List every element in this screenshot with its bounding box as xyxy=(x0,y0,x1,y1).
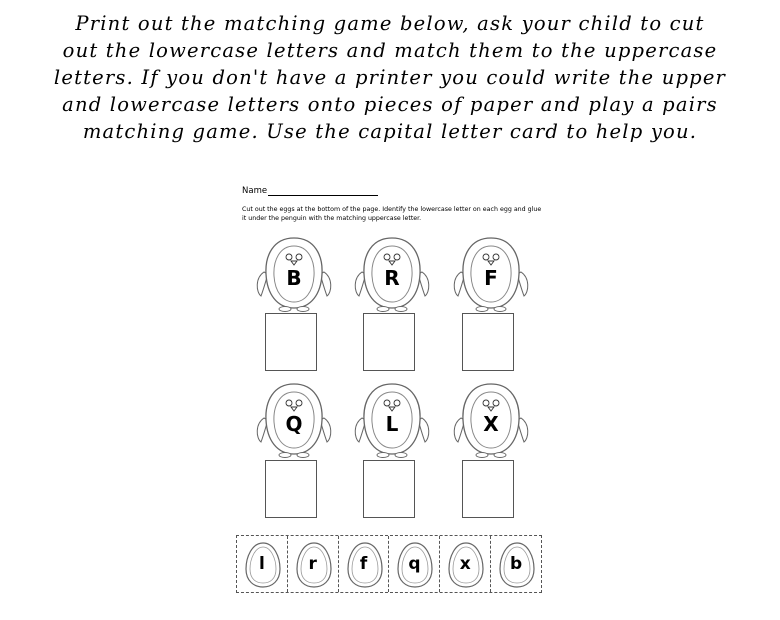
instructions-line: and lowercase letters onto pieces of paper and play a pairs xyxy=(62,93,718,116)
answer-box-x xyxy=(462,460,514,518)
egg-cutout xyxy=(339,536,390,592)
uppercase-letter: F xyxy=(484,266,498,290)
instructions-line: Print out the matching game below, ask your child to cut xyxy=(75,12,705,35)
penguin-f xyxy=(452,234,530,314)
lowercase-letter: r xyxy=(308,554,317,574)
egg-cutout xyxy=(440,536,491,592)
egg-cutout xyxy=(491,536,541,592)
name-field xyxy=(242,186,378,196)
uppercase-letter: L xyxy=(385,412,399,436)
instructions-text xyxy=(0,10,780,145)
penguin-q xyxy=(255,380,333,460)
egg-cutout-strip xyxy=(236,535,542,593)
uppercase-letter: B xyxy=(286,266,302,290)
answer-box-r xyxy=(363,313,415,371)
instructions-line: matching game. Use the capital letter card to help you. xyxy=(82,120,698,143)
name-label: Name xyxy=(242,186,268,196)
answer-box-f xyxy=(462,313,514,371)
worksheet xyxy=(236,183,546,603)
egg-cutout xyxy=(237,536,288,592)
instructions-line: letters. If you don't have a printer you could write the upper xyxy=(53,66,727,89)
lowercase-letter: x xyxy=(459,554,471,574)
lowercase-letter: f xyxy=(359,554,368,574)
uppercase-letter: R xyxy=(384,266,400,290)
penguin-x xyxy=(452,380,530,460)
lowercase-letter: q xyxy=(408,554,421,574)
lowercase-letter: b xyxy=(509,554,523,574)
instructions-line: out the lowercase letters and match them to the uppercase xyxy=(62,39,718,62)
uppercase-letter: X xyxy=(483,412,499,436)
worksheet-directions: Cut out the eggs at the bottom of the page. Identify the lowercase letter on each egg and glue it under the penguin with the matching uppercase letter. xyxy=(242,206,542,222)
egg-cutout xyxy=(389,536,440,592)
egg-cutout xyxy=(288,536,339,592)
answer-box-b xyxy=(265,313,317,371)
uppercase-letter: Q xyxy=(285,412,303,436)
answer-box-l xyxy=(363,460,415,518)
penguin-b xyxy=(255,234,333,314)
penguin-l xyxy=(353,380,431,460)
answer-box-q xyxy=(265,460,317,518)
lowercase-letter: l xyxy=(259,554,265,574)
name-line xyxy=(268,187,378,196)
penguin-r xyxy=(353,234,431,314)
